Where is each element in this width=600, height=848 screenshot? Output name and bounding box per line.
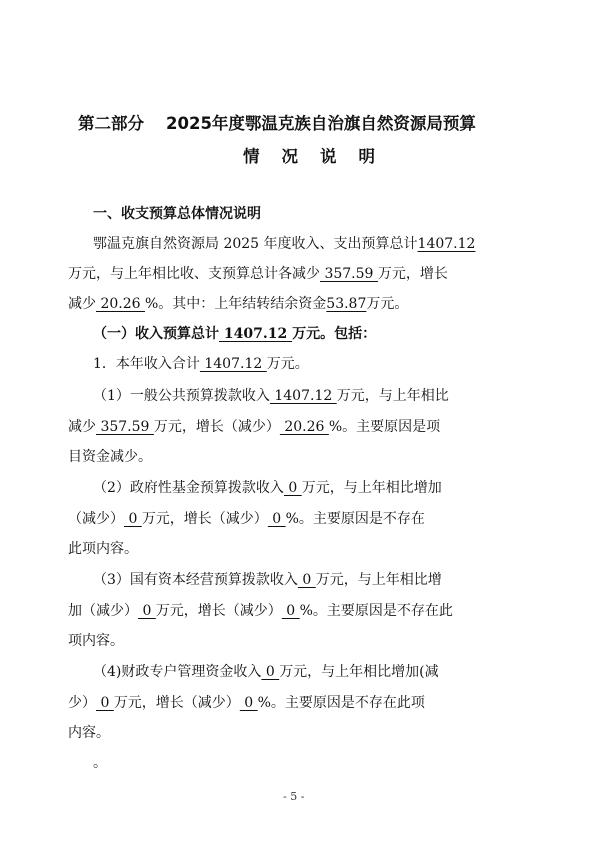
item-1-4-line3: 内容。 (68, 725, 110, 741)
item-1-3-line1: （3）国有资本经营预算拨款收入 0 万元，与上年相比增 (93, 572, 442, 588)
item-1: 1．本年收入合计 1407.12 万元。 (93, 356, 309, 372)
subheading-income: （一）收入预算总计 1407.12 万元。包括： (93, 326, 377, 342)
heading-1: 一、收支预算总体情况说明 (93, 206, 261, 222)
para1-line3: 减少 20.26 %。其中：上年结转结余资金53.87万元。 (68, 296, 409, 312)
section-title: 第二部分 2025年度鄂温克族自治旗自然资源局预算 (78, 114, 476, 133)
item-1-3-line3: 项内容。 (68, 633, 124, 649)
page-number: - 5 - (283, 790, 305, 803)
para1-line2: 万元，与上年相比收、支预算总计各减少 357.59 万元，增长 (68, 266, 448, 282)
item-1-4-line1: （4)财政专户管理资金收入 0 万元，与上年相比增加(减 (93, 664, 439, 680)
item-1-2-line2: （减少） 0 万元，增长（减少） 0 %。主要原因是不存在 (68, 511, 425, 527)
section-title-line2: 情况说明 (243, 147, 397, 166)
item-1-2-line1: （2）政府性基金预算拨款收入 0 万元，与上年相比增加 (93, 480, 442, 496)
item-1-3-line2: 加（减少） 0 万元，增长（减少） 0 %。主要原因是不存在此 (68, 603, 453, 619)
item-1-2-line3: 此项内容。 (68, 541, 138, 557)
item-1-1-line2: 减少 357.59 万元，增长（减少） 20.26 %。主要原因是项 (68, 419, 441, 435)
para1-line1: 鄂温克旗自然资源局 2025 年度收入、支出预算总计1407.12 (93, 236, 476, 252)
item-1-1-line1: （1）一般公共预算拨款收入 1407.12 万元，与上年相比 (93, 388, 449, 404)
item-1-1-line3: 目资金减少。 (68, 449, 152, 465)
trailing-mark: 。 (93, 755, 107, 771)
item-1-4-line2: 少） 0 万元，增长（减少） 0 %。主要原因是不存在此项 (68, 695, 425, 711)
